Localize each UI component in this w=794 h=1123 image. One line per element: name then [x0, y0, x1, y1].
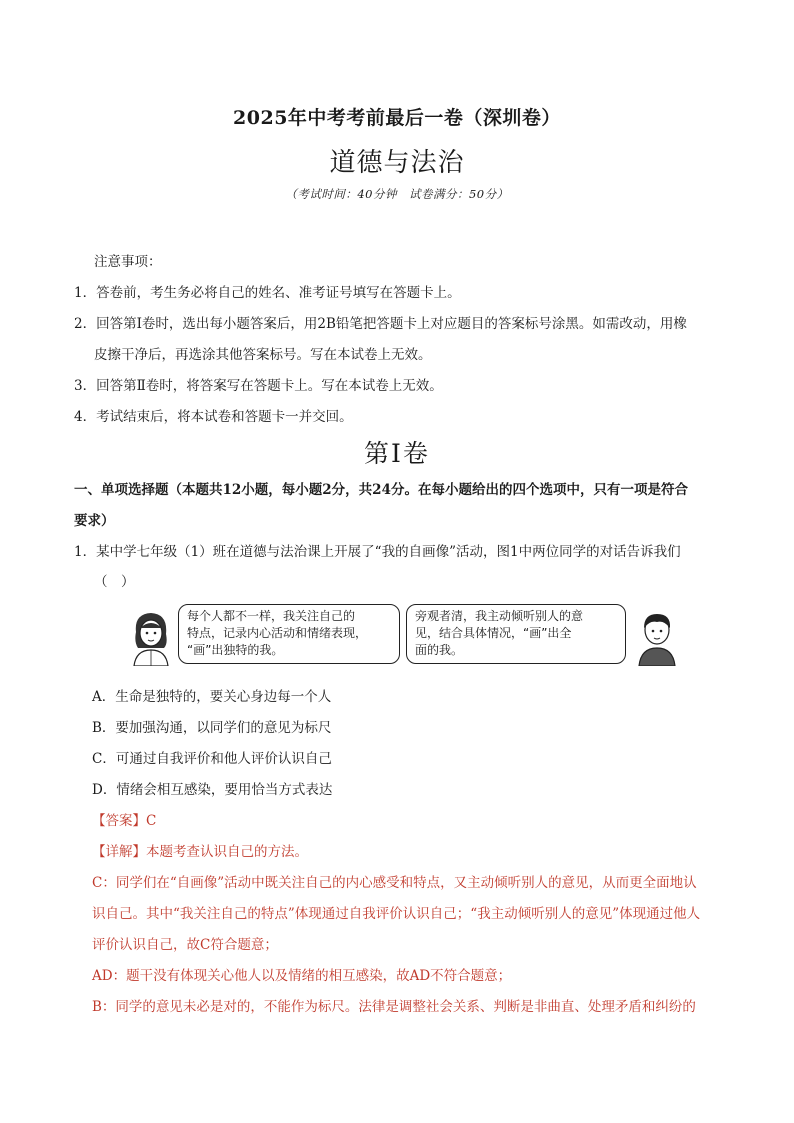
bubble-line: 旁观者清，我主动倾听别人的意 — [415, 609, 584, 623]
note-item: 4．考试结束后，将本试卷和答题卡一并交回。 — [74, 409, 353, 425]
option-b: B．要加强沟通，以同学们的意见为标尺 — [92, 720, 332, 736]
part-title: 第Ⅰ卷 — [364, 439, 430, 468]
explanation-line: B：同学的意见未必是对的，不能作为标尺。法律是调整社会关系、判断是非曲直、处理矛盾和纠纷的 — [92, 999, 696, 1015]
question-stem: 1．某中学七年级（1）班在道德与法治课上开展了“我的自画像”活动，图1中两位同学的对话告诉我们 — [74, 544, 681, 560]
note-item: 皮擦干净后，再选涂其他答案标号。写在本试卷上无效。 — [94, 347, 432, 363]
bubble-line: “画”出独特的我。 — [187, 643, 284, 657]
answer-label: 【答案】C — [92, 813, 157, 829]
explanation-line: 识自己。其中“我关注自己的特点”体现通过自我评价认识自己；“我主动倾听别人的意见”体现通过他人 — [92, 906, 701, 922]
analysis-label: 【详解】本题考查认识自己的方法。 — [92, 844, 308, 860]
note-item: 3．回答第Ⅱ卷时，将答案写在答题卡上。写在本试卷上无效。 — [74, 378, 443, 394]
notes-heading: 注意事项： — [94, 254, 162, 270]
note-item: 2．回答第Ⅰ卷时，选出每小题答案后，用2B铅笔把答题卡上对应题目的答案标号涂黑。如需改动，用橡 — [74, 316, 687, 332]
dialogue-figure — [128, 604, 688, 670]
exam-title: 2025年中考考前最后一卷（深圳卷） — [233, 107, 561, 129]
option-c: C．可通过自我评价和他人评价认识自己 — [92, 751, 332, 767]
explanation-line: AD：题干没有体现关心他人以及情绪的相互感染，故AD不符合题意； — [92, 968, 512, 984]
bubble-line: 面的我。 — [415, 643, 464, 657]
bubble-line: 特点，记录内心活动和情绪表现， — [187, 626, 368, 640]
subject-title: 道德与法治 — [329, 148, 465, 178]
exam-info: （考试时间：40分钟 试卷满分：50分） — [285, 187, 509, 201]
speech-bubble-left — [178, 604, 400, 664]
explanation-line: 评价认识自己，故C符合题意； — [92, 937, 278, 953]
section-heading: 一、单项选择题（本题共12小题，每小题2分，共24分。在每小题给出的四个选项中，只有一项是符合 — [74, 482, 688, 498]
girl-illustration — [128, 608, 174, 666]
section-heading-cont: 要求） — [74, 513, 115, 529]
option-a: A．生命是独特的，要关心身边每一个人 — [92, 689, 332, 705]
explanation-line: C：同学们在“自画像”活动中既关注自己的内心感受和特点，又主动倾听别人的意见，从而更全面地认 — [92, 875, 697, 891]
speech-bubble-right — [406, 604, 626, 664]
boy-illustration — [634, 608, 680, 666]
answer-blank: （ ） — [94, 574, 135, 590]
note-item: 1．答卷前，考生务必将自己的姓名、准考证号填写在答题卡上。 — [74, 285, 461, 301]
option-d: D．情绪会相互感染，要用恰当方式表达 — [92, 782, 333, 798]
bubble-line: 每个人都不一样，我关注自己的 — [187, 609, 356, 623]
bubble-line: 见，结合具体情况，“画”出全 — [415, 626, 572, 640]
